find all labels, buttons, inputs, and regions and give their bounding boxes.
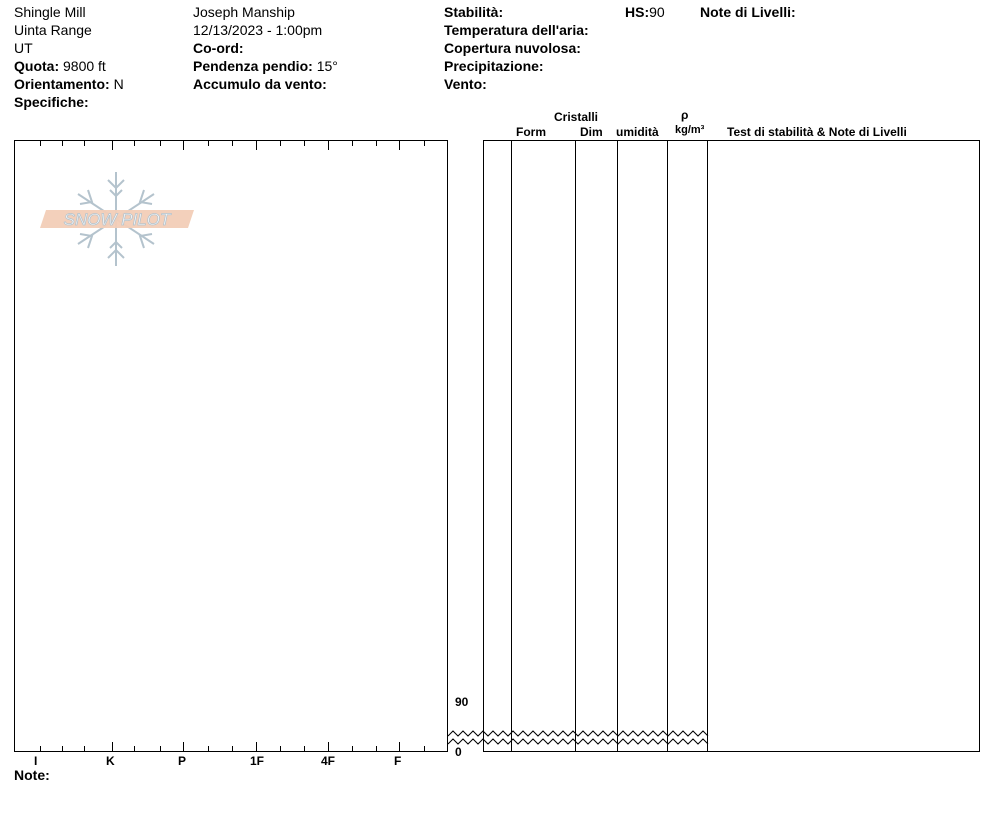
range-name: Uinta Range bbox=[14, 22, 92, 38]
elevation-value: 9800 ft bbox=[63, 58, 106, 74]
wind-label: Vento: bbox=[444, 76, 487, 92]
elevation-field bbox=[14, 57, 106, 75]
column-divider bbox=[707, 140, 708, 752]
hs-label: HS: bbox=[625, 4, 650, 20]
hardness-label-f: F bbox=[394, 754, 402, 768]
depth-label-bottom: 0 bbox=[455, 745, 462, 759]
dim-header: Dim bbox=[580, 125, 603, 139]
hardness-label-p: P bbox=[178, 754, 187, 768]
column-divider bbox=[667, 140, 668, 752]
state-name: UT bbox=[14, 40, 33, 56]
observation-datetime: 12/13/2023 - 1:00pm bbox=[193, 22, 323, 38]
wind-loading-label: Accumulo da vento: bbox=[193, 76, 327, 92]
location-name: Shingle Mill bbox=[14, 4, 86, 20]
specifics-label: Specifiche: bbox=[14, 94, 89, 110]
slope-field bbox=[193, 57, 338, 75]
precip-label: Precipitazione: bbox=[444, 58, 544, 74]
cloud-cover-label: Copertura nuvolosa: bbox=[444, 40, 581, 56]
aspect-value: N bbox=[113, 76, 124, 92]
hardness-label-1f: 1F bbox=[250, 754, 265, 768]
density-unit-header: kg/m³ bbox=[675, 124, 705, 136]
crystals-header: Cristalli bbox=[554, 110, 599, 124]
logo-text: SNOW PILOT bbox=[63, 210, 171, 229]
aspect-field bbox=[14, 75, 124, 93]
snowpilot-logo bbox=[38, 170, 198, 270]
column-divider bbox=[511, 140, 512, 752]
notes-label: Note: bbox=[14, 767, 50, 783]
hs-field bbox=[625, 3, 665, 21]
stability-notes-header: Test di stabilità & Note di Livelli bbox=[727, 125, 907, 139]
layer-notes-label: Note di Livelli: bbox=[700, 4, 796, 20]
observer-name: Joseph Manship bbox=[193, 4, 295, 20]
slope-value: 15° bbox=[316, 58, 338, 74]
column-divider bbox=[617, 140, 618, 752]
coord-label: Co-ord: bbox=[193, 40, 244, 56]
depth-label-top: 90 bbox=[455, 695, 469, 709]
slope-label: Pendenza pendio: bbox=[193, 58, 313, 74]
hardness-label-4f: 4F bbox=[321, 754, 336, 768]
form-header: Form bbox=[516, 125, 546, 139]
hs-value: 90 bbox=[649, 4, 665, 20]
moisture-header: umidità bbox=[616, 125, 659, 139]
rho-header: ρ bbox=[681, 108, 689, 122]
hardness-label-i: I bbox=[34, 754, 38, 768]
aspect-label: Orientamento: bbox=[14, 76, 110, 92]
layer-table bbox=[483, 140, 980, 752]
air-temp-label: Temperatura dell'aria: bbox=[444, 22, 589, 38]
elevation-label: Quota: bbox=[14, 58, 60, 74]
hardness-label-k: K bbox=[106, 754, 115, 768]
column-divider bbox=[575, 140, 576, 752]
stability-label: Stabilità: bbox=[444, 4, 504, 20]
